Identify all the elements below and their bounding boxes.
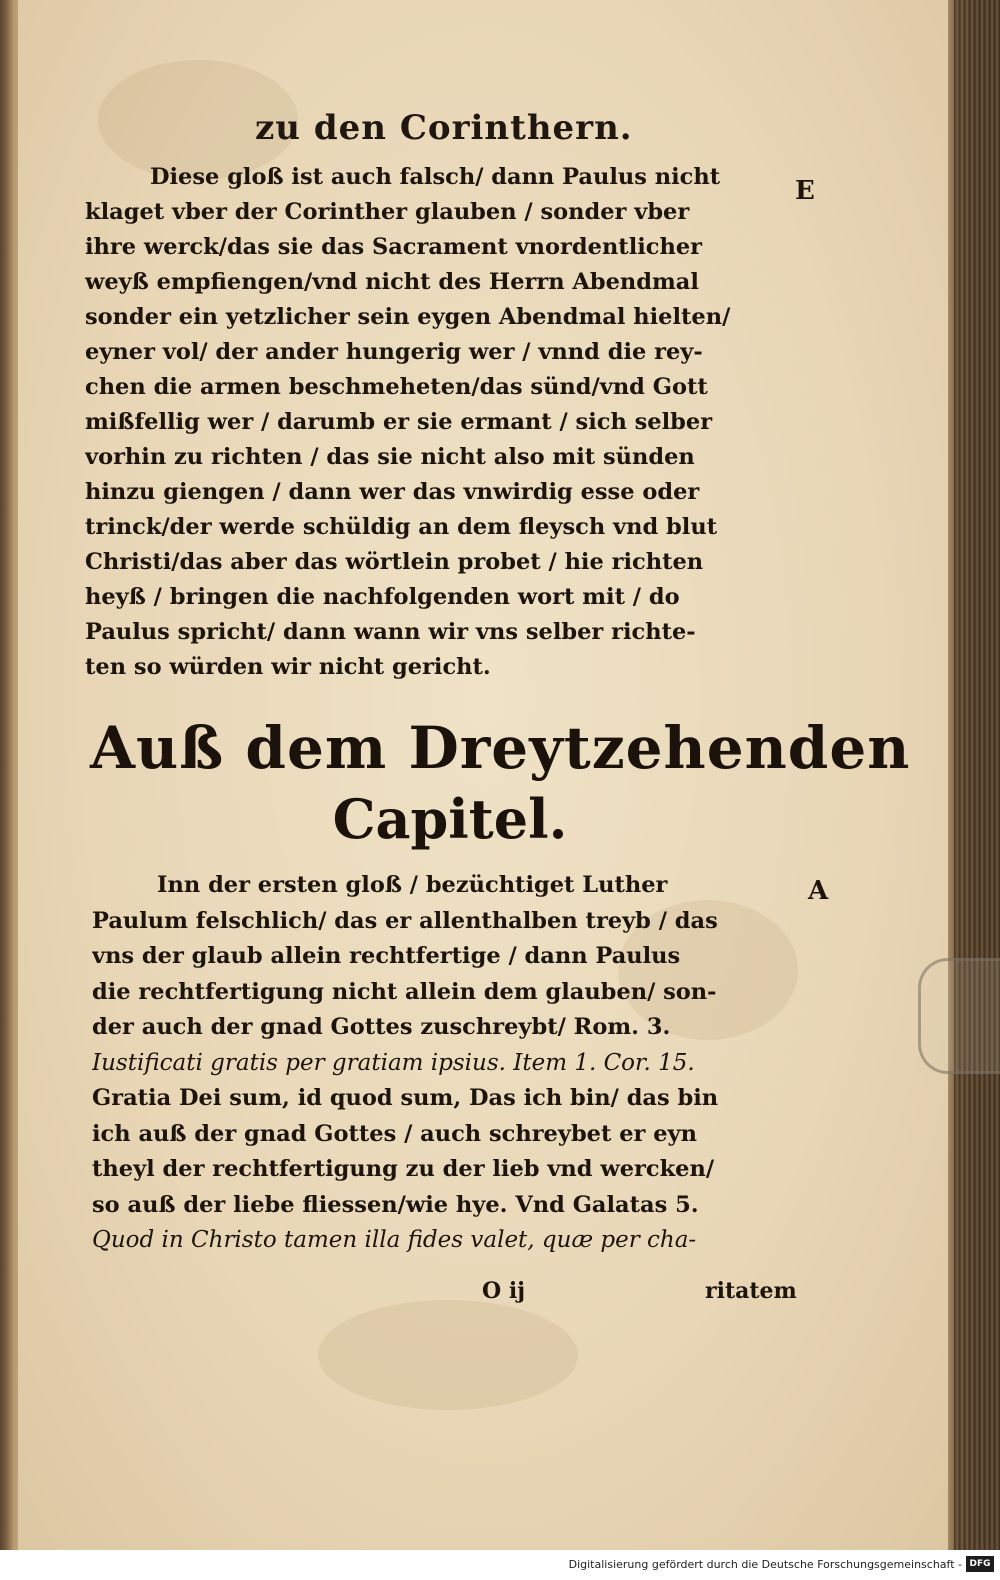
text-line: mißfellig wer / darumb er sie ermant / sich selber <box>85 409 713 435</box>
paper-stain <box>318 1300 578 1410</box>
text-line: Paulus spricht/ dann wann wir vns selber richte- <box>85 619 696 645</box>
page-clip <box>918 958 1000 1074</box>
text-line: ihre werck/das sie das Sacrament vnordentlicher <box>85 234 703 260</box>
text-line: klaget vber der Corinther glauben / sonder vber <box>85 199 690 225</box>
paragraph-1 <box>85 160 790 685</box>
text-line: Paulum felschlich/ das er allenthalben treyb / das <box>92 907 718 934</box>
signature-mark: O ij <box>482 1278 526 1304</box>
text-line: theyl der rechtfertigung zu der lieb vnd wercken/ <box>92 1156 715 1182</box>
text-line: ich auß der gnad Gottes / auch schreybet er eyn <box>92 1120 697 1147</box>
text-line: Inn der ersten gloß / bezüchtiget Luther <box>157 872 668 898</box>
margin-note-mid: A <box>808 876 829 906</box>
footer-bar <box>0 1550 1000 1580</box>
text-line: vns der glaub allein rechtfertige / dann Paulus <box>92 943 681 969</box>
running-head: zu den Corinthern. <box>255 108 633 148</box>
text-line: hinzu giengen / dann wer das vnwirdig esse oder <box>85 479 700 505</box>
section-heading <box>90 712 911 854</box>
section-heading-line-1: Auß dem Dreytzehenden <box>90 714 911 782</box>
text-line: Diese gloß ist auch falsch/ dann Paulus nicht <box>150 164 721 190</box>
text-line: heyß / bringen die nachfolgenden wort mit / do <box>85 584 680 610</box>
text-line: Gratia Dei sum, id quod sum, Das ich bin/ das bin <box>92 1085 719 1111</box>
text-line: so auß der liebe fliessen/wie hye. Vnd Galatas 5. <box>92 1191 699 1218</box>
book-page-edges <box>954 0 1000 1550</box>
text-line: trinck/der werde schüldig an dem fleysch vnd blut <box>85 514 718 540</box>
catchword: ritatem <box>705 1278 797 1304</box>
text-line: sonder ein yetzlicher sein eygen Abendmal hielten/ <box>85 304 731 330</box>
text-line: die rechtfertigung nicht allein dem glauben/ son- <box>92 978 717 1005</box>
text-line: ten so würden wir nicht gericht. <box>85 654 491 680</box>
text-line: Christi/das aber das wörtlein probet / hie richten <box>85 549 704 575</box>
footer-credit: Digitalisierung gefördert durch die Deutsche Forschungsgemeinschaft - <box>568 1558 962 1571</box>
section-heading-line-2: Capitel. <box>332 787 568 851</box>
text-line: eyner vol/ der ander hungerig wer / vnnd die rey- <box>85 339 703 365</box>
text-line: chen die armen beschmeheten/das sünd/vnd Gott <box>85 374 708 400</box>
text-line: weyß empfiengen/vnd nicht des Herrn Abendmal <box>85 269 699 295</box>
margin-note-top: E <box>795 176 815 206</box>
text-line: vorhin zu richten / das sie nicht also mit sünden <box>85 444 695 470</box>
paragraph-2 <box>92 868 804 1259</box>
latin-line: Quod in Christo tamen illa fides valet, quæ per cha- <box>92 1227 697 1253</box>
latin-line: Iustificati gratis per gratiam ipsius. Item 1. Cor. 15. <box>92 1049 695 1076</box>
dfg-logo: DFG <box>966 1556 994 1572</box>
text-line: der auch der gnad Gottes zuschreybt/ Rom. 3. <box>92 1014 671 1040</box>
